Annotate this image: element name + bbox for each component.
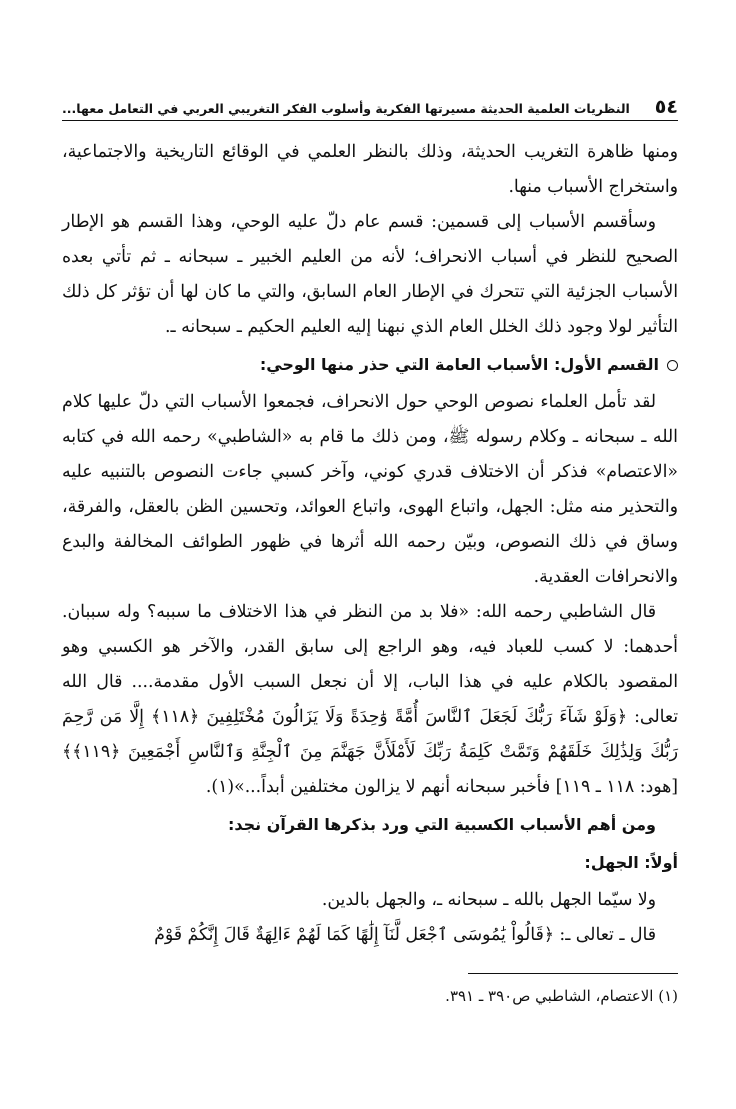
book-page (62, 88, 678, 1089)
paragraph: وسأقسم الأسباب إلى قسمين: قسم عام دلّ عليه الوحي، وهذا القسم هو الإطار الصحيح للنظر في أسباب الانحراف؛ لأنه من العليم الخبير ـ سبحانه ـ ثم تأتي بعده الأسباب الجزئية التي تتحرك في الإطار العام السابق، والتي ما كان لها أن تؤثر كل ذلك التأثير لولا وجود ذلك الخلل العام الذي نبهنا إليه العليم الحكيم ـ سبحانه ـ. (62, 212, 678, 337)
paragraph: ومنها ظاهرة التغريب الحديثة، وذلك بالنظر العلمي في الوقائع التاريخية والاجتماعية، واستخراج الأسباب منها. (62, 142, 678, 197)
page-header (62, 88, 678, 121)
paragraph: ولا سيّما الجهل بالله ـ سبحانه ـ، والجهل بالدين. (321, 890, 656, 910)
paragraph: قال الشاطبي رحمه الله: «فلا بد من النظر في هذا الاختلاف ما سببه؟ وله سببان. أحدهما: لا كسب للعباد فيه، وهو الراجع إلى سابق القدر، والآخر هو الكسبي وهو المقصود بالكلام عليه في هذا الباب، إلا أن نجعل السبب الأول مقدمة.... قال الله تعالى: ﴿وَلَوْ شَآءَ رَبُّكَ لَجَعَلَ ٱلنَّاسَ أُمَّةً وَٰحِدَةً وَلَا يَزَالُونَ مُخْتَلِفِينَ ﴿١١٨﴾ إِلَّا مَن رَّحِمَ رَبُّكَ وَلِذَٰلِكَ خَلَقَهُمْ وَتَمَّتْ كَلِمَةُ رَبِّكَ لَأَمْلَأَنَّ جَهَنَّمَ مِنَ ٱلْجِنَّةِ وَٱلنَّاسِ أَجْمَعِينَ ﴿١١٩﴾﴾ [هود: ١١٨ ـ ١١٩] فأخبر سبحانه أنهم لا يزالون مختلفين أبداً...»(١). (62, 602, 679, 797)
page-body (62, 135, 678, 1008)
footnote-divider (468, 973, 678, 974)
running-title: النظريات العلمية الحديثة مسيرتها الفكرية وأسلوب الفكر التغريبي العربي في التعامل معها... (62, 101, 630, 116)
paragraph: قال ـ تعالى ـ: ﴿قَالُواْ يَٰمُوسَى ٱجْعَل لَّنَآ إِلَٰهًا كَمَا لَهُمْ ءَالِهَةٌ قَالَ إِنَّكُمْ قَوْمٌ (154, 925, 656, 945)
section-heading (62, 347, 678, 383)
section-heading-text: القسم الأول: الأسباب العامة التي حذر منها الوحي: (259, 355, 659, 374)
footnote: (١) الاعتصام، الشاطبي ص٣٩٠ ـ ٣٩١. (445, 987, 678, 1005)
subsection-heading: أولاً: الجهل: (584, 853, 678, 872)
circle-bullet-icon (667, 360, 678, 371)
page-number: ٥٤ (654, 96, 678, 118)
paragraph: لقد تأمل العلماء نصوص الوحي حول الانحراف، فجمعوا الأسباب التي دلّ عليها كلام الله ـ سبحانه ـ وكلام رسوله ﷺ، ومن ذلك ما قام به «الشاطبي» رحمه الله في كتابه «الاعتصام» فذكر أن الاختلاف قدري كوني، وآخر كسبي جاءت النصوص بالتنبيه عليه والتحذير منه مثل: الجهل، واتباع الهوى، واتباع العوائد، وتحسين الظن بالعقل، والفرقة، وساق في ذلك النصوص، وبيّن رحمه الله أثرها في ظهور الطوائف المخالفة والبدع والانحرافات العقدية. (62, 392, 678, 587)
subsection-heading: ومن أهم الأسباب الكسبية التي ورد بذكرها القرآن نجد: (228, 815, 656, 834)
